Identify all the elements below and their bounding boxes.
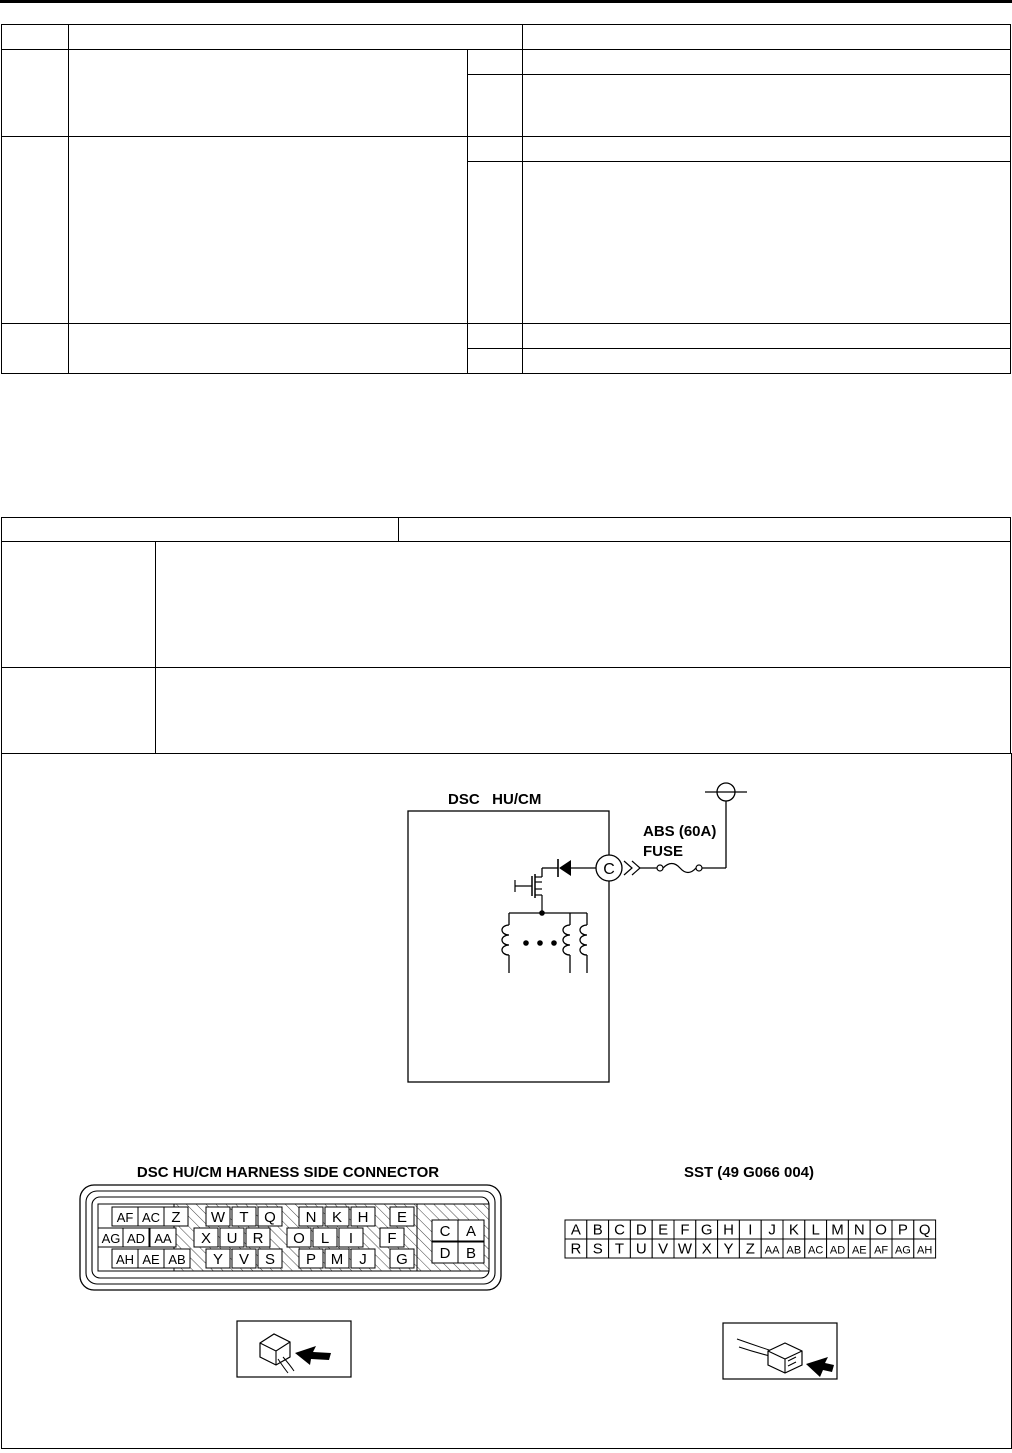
- ellipsis-dot: [537, 940, 543, 946]
- dtc-table: [1, 517, 1011, 754]
- harness-pin-label: C: [439, 1223, 451, 1240]
- harness-pin-label: T: [239, 1209, 249, 1226]
- dtc-header-row: [2, 518, 1011, 542]
- harness-pin-label: AB: [168, 1252, 186, 1267]
- sst-pin-label: A: [570, 1221, 581, 1239]
- table-row: [2, 668, 1011, 754]
- sst-pin-label: O: [875, 1221, 887, 1239]
- wiring-and-connector-diagram: [2, 753, 1011, 1448]
- sst-pin-label: AH: [917, 1244, 933, 1257]
- sst-pin-label: L: [811, 1221, 820, 1239]
- fuse-label-1: ABS (60A): [643, 823, 717, 840]
- harness-pin-label: X: [200, 1230, 212, 1247]
- sst-pin-label: R: [570, 1240, 582, 1258]
- table-row: [2, 50, 1011, 75]
- diagram-area: [1, 753, 1012, 1449]
- harness-pin-label: N: [305, 1209, 317, 1226]
- harness-pin-label: A: [465, 1223, 477, 1240]
- harness-pin-label: Z: [171, 1209, 181, 1226]
- sst-pin-label: V: [658, 1240, 669, 1258]
- coil-icon-middle: [563, 913, 570, 973]
- harness-pin-label: K: [331, 1209, 343, 1226]
- sst-pin-label: AE: [851, 1244, 867, 1257]
- view-direction-icon-right: [723, 1323, 837, 1379]
- harness-pin-label: U: [226, 1230, 238, 1247]
- sst-pin-label: N: [853, 1221, 865, 1239]
- coil-icon-right: [580, 913, 587, 973]
- harness-pin-label: D: [439, 1245, 451, 1262]
- harness-pin-label: AD: [126, 1231, 146, 1246]
- sst-pin-label: X: [701, 1240, 712, 1258]
- sst-title: SST (49 G066 004): [683, 1164, 815, 1181]
- harness-pin-label: R: [252, 1230, 264, 1247]
- sst-pin-label: C: [614, 1221, 625, 1239]
- sst-pin-label: K: [788, 1221, 799, 1239]
- harness-pin-label: Q: [264, 1209, 276, 1226]
- harness-pin-label: AG: [101, 1231, 121, 1246]
- harness-pin-label: G: [396, 1251, 408, 1268]
- ellipsis-dot: [523, 940, 529, 946]
- harness-pin-label: S: [264, 1251, 276, 1268]
- table-row: [2, 324, 1011, 349]
- table-header-row: [2, 25, 1011, 50]
- sst-pin-label: Z: [745, 1240, 755, 1258]
- sst-pin-label: Q: [918, 1221, 931, 1239]
- harness-pin-label: V: [238, 1251, 250, 1268]
- table-row: [2, 137, 1011, 162]
- harness-pin-label: AH: [115, 1252, 135, 1267]
- sst-pin-label: S: [592, 1240, 603, 1258]
- sst-pin-label: W: [677, 1240, 692, 1258]
- sst-pin-label: I: [748, 1221, 753, 1239]
- transistor-icon: [515, 874, 542, 913]
- harness-pin-label: AF: [116, 1210, 134, 1225]
- fuse-label-2: FUSE: [643, 843, 684, 860]
- coil-icon-left: [502, 913, 509, 973]
- sst-pin-label: AB: [786, 1244, 802, 1257]
- sst-pin-label: AF: [874, 1244, 889, 1257]
- sst-pin-label: AC: [808, 1244, 824, 1257]
- table-row: [2, 542, 1011, 668]
- sst-pin-label: D: [635, 1221, 647, 1239]
- harness-pin-label: AA: [154, 1231, 172, 1246]
- harness-pin-label: O: [293, 1230, 305, 1247]
- module-title: DSC HU/CM: [448, 791, 542, 808]
- view-direction-icon-left: [237, 1321, 351, 1377]
- sst-pin-label: T: [614, 1240, 625, 1258]
- sst-pin-label: B: [592, 1221, 603, 1239]
- module-box: [408, 811, 609, 1082]
- connector-arrows: [624, 861, 640, 875]
- sst-pin-label: H: [723, 1221, 734, 1239]
- sst-pin-label: AD: [829, 1244, 846, 1257]
- harness-pin-label: AE: [142, 1252, 160, 1267]
- fuse-terminal-left: [657, 865, 663, 871]
- harness-pin-label: H: [357, 1209, 369, 1226]
- harness-pin-label: I: [348, 1230, 354, 1247]
- sst-pin-label: J: [768, 1221, 776, 1239]
- fuse-icon: [663, 864, 696, 873]
- harness-pin-label: AC: [141, 1210, 161, 1225]
- sst-pin-label: AG: [894, 1244, 911, 1257]
- harness-pin-label: J: [359, 1251, 367, 1268]
- sst-pin-label: M: [831, 1221, 844, 1239]
- sst-pin-label: G: [700, 1221, 713, 1239]
- sst-pin-label: E: [658, 1221, 669, 1239]
- sst-pin-label: P: [897, 1221, 908, 1239]
- inspection-table: [1, 24, 1011, 374]
- harness-pin-label: M: [330, 1251, 344, 1268]
- harness-pin-label: W: [210, 1209, 226, 1226]
- sst-pin-label: F: [680, 1221, 690, 1239]
- diode-icon: [559, 860, 571, 876]
- harness-pin-label: L: [320, 1230, 330, 1247]
- sst-pin-label: AA: [764, 1244, 780, 1257]
- harness-pin-label: E: [396, 1209, 408, 1226]
- harness-pin-label: P: [305, 1251, 317, 1268]
- harness-pin-label: B: [465, 1245, 477, 1262]
- sst-pin-label: U: [635, 1240, 647, 1258]
- harness-pin-label: F: [387, 1230, 397, 1247]
- fuse-terminal-right: [696, 865, 702, 871]
- harness-connector-title: DSC HU/CM HARNESS SIDE CONNECTOR: [136, 1164, 440, 1181]
- ellipsis-dot: [551, 940, 557, 946]
- sst-pin-label: Y: [723, 1240, 734, 1258]
- harness-pin-label: Y: [212, 1251, 224, 1268]
- header-rule: [0, 0, 1012, 3]
- terminal-label: C: [603, 861, 615, 878]
